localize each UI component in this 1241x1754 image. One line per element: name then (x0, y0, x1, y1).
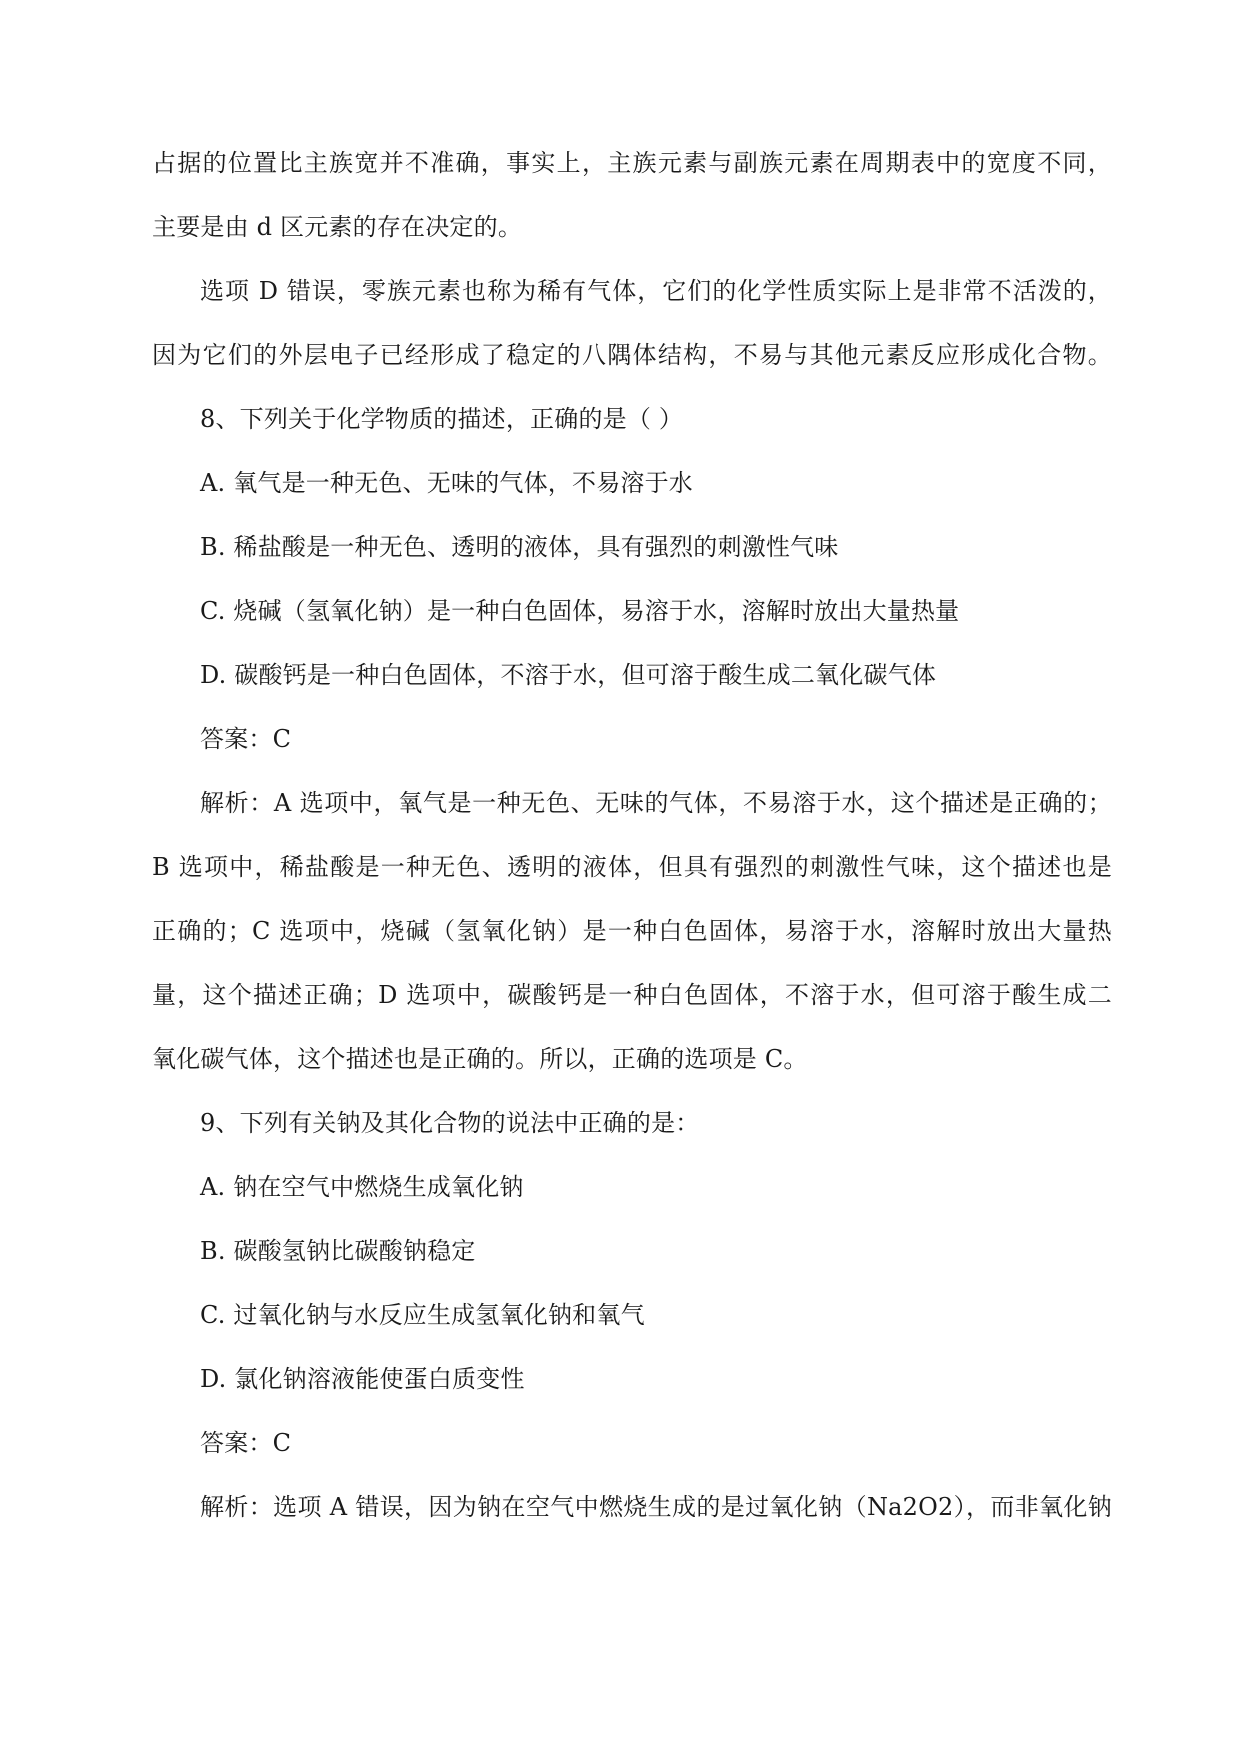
question-9-option-c: C. 过氧化钠与水反应生成氢氧化钠和氧气 (200, 1301, 645, 1329)
text-line: 选项 D 错误，零族元素也称为稀有气体，它们的化学性质实际上是非常不活泼的， (200, 277, 1112, 305)
question-8-option-d: D. 碳酸钙是一种白色固体，不溶于水，但可溶于酸生成二氧化碳气体 (200, 661, 937, 689)
question-8-analysis: 正确的；C 选项中，烧碱（氢氧化钠）是一种白色固体，易溶于水，溶解时放出大量热 (152, 917, 1112, 945)
question-9-analysis: 解析：选项 A 错误，因为钠在空气中燃烧生成的是过氧化钠（Na2O2），而非氧化钠 (200, 1493, 1112, 1521)
question-8-analysis: 量，这个描述正确；D 选项中，碳酸钙是一种白色固体，不溶于水，但可溶于酸生成二 (152, 981, 1112, 1009)
question-8-analysis: B 选项中，稀盐酸是一种无色、透明的液体，但具有强烈的刺激性气味，这个描述也是 (152, 853, 1112, 881)
question-9-answer: 答案：C (200, 1429, 292, 1457)
question-8-analysis: 解析：A 选项中，氧气是一种无色、无味的气体，不易溶于水，这个描述是正确的； (200, 789, 1112, 817)
question-8-option-b: B. 稀盐酸是一种无色、透明的液体，具有强烈的刺激性气味 (200, 533, 839, 561)
question-9-option-a: A. 钠在空气中燃烧生成氧化钠 (200, 1173, 524, 1201)
question-8-analysis: 氧化碳气体，这个描述也是正确的。所以，正确的选项是 C。 (152, 1045, 808, 1073)
question-9-option-d: D. 氯化钠溶液能使蛋白质变性 (200, 1365, 525, 1393)
text-line: 主要是由 d 区元素的存在决定的。 (152, 213, 523, 241)
question-8-option-c: C. 烧碱（氢氧化钠）是一种白色固体，易溶于水，溶解时放出大量热量 (200, 597, 960, 625)
text-line: 占据的位置比主族宽并不准确，事实上，主族元素与副族元素在周期表中的宽度不同， (152, 149, 1112, 177)
question-8-answer: 答案：C (200, 725, 292, 753)
question-8-option-a: A. 氧气是一种无色、无味的气体，不易溶于水 (200, 469, 693, 497)
question-9-stem: 9、下列有关钠及其化合物的说法中正确的是： (200, 1109, 700, 1137)
question-9-option-b: B. 碳酸氢钠比碳酸钠稳定 (200, 1237, 476, 1265)
text-line: 因为它们的外层电子已经形成了稳定的八隅体结构，不易与其他元素反应形成化合物。 (152, 341, 1112, 369)
question-8-stem: 8、下列关于化学物质的描述，正确的是（ ） (200, 405, 684, 433)
